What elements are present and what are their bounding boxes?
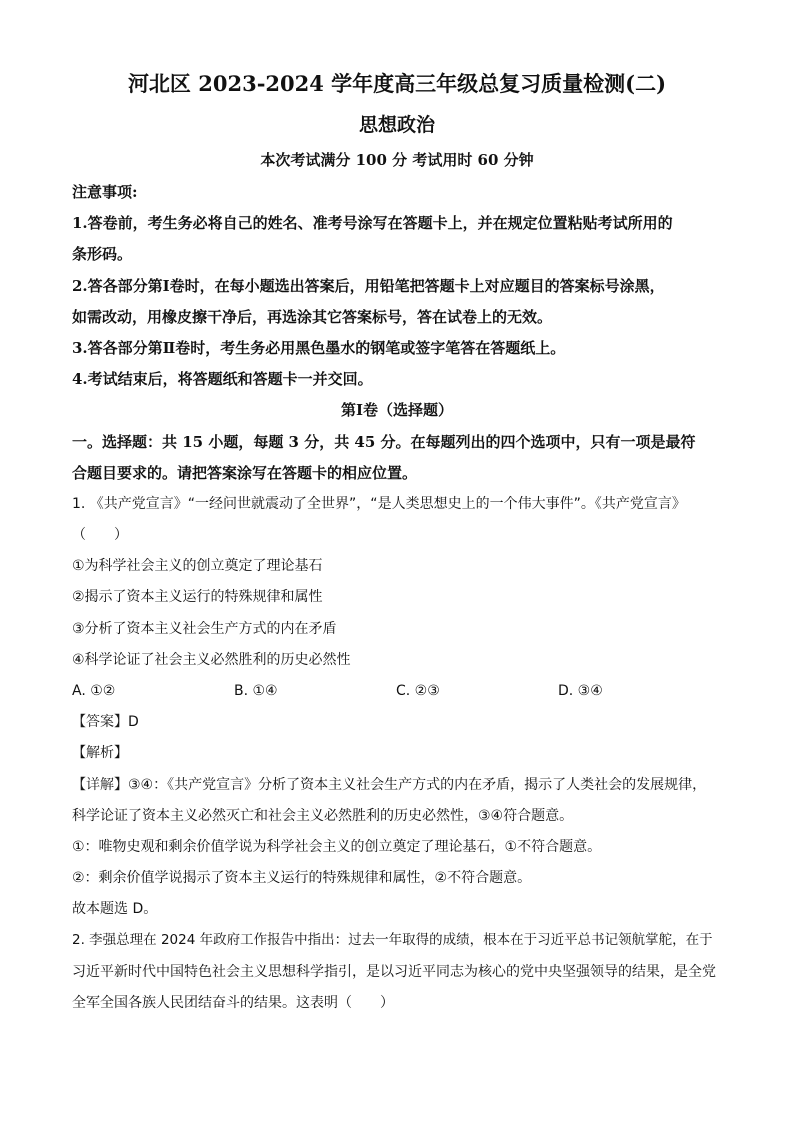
q2-stem-line-1: 2. 李强总理在 2024 年政府工作报告中指出：过去一年取得的成绩，根本在于习近平总书记领航掌舵，在于 — [72, 932, 713, 948]
note-2-line-1: 2.答各部分第Ⅰ卷时，在每小题选出答案后，用铅笔把答题卡上对应题目的答案标号涂黑， — [72, 277, 665, 295]
section-instructions-line-2: 合题目要求的。请把答案涂写在答题卡的相应位置。 — [72, 464, 418, 482]
q1-analysis-label: 【解析】 — [72, 745, 128, 761]
q1-detail-line-4: ②：剩余价值学说揭示了资本主义运行的特殊规律和属性，②不符合题意。 — [72, 870, 532, 886]
answer-label: 【答案】 — [72, 714, 128, 730]
notes-heading: 注意事项: — [72, 183, 138, 201]
q1-item-1: ①为科学社会主义的创立奠定了理论基石 — [72, 558, 323, 574]
q1-item-4: ④科学论证了社会主义必然胜利的历史必然性 — [72, 652, 351, 668]
q2-stem-line-3: 全军全国各族人民团结奋斗的结果。这表明（ ） — [72, 995, 394, 1011]
q1-item-2: ②揭示了资本主义运行的特殊规律和属性 — [72, 589, 323, 605]
answer-value: D — [128, 714, 139, 730]
section-instructions-line-1: 一。选择题：共 15 小题，每题 3 分，共 45 分。在每题列出的四个选项中，只有一项是最符 — [72, 433, 696, 451]
detail-text: ③④：《共产党宣言》分析了资本主义社会生产方式的内在矛盾，揭示了人类社会的发展规律， — [128, 777, 707, 793]
q1-item-3: ③分析了资本主义社会生产方式的内在矛盾 — [72, 621, 337, 637]
q1-stem-line-1: 1. 《共产党宣言》“一经问世就震动了全世界”，“是人类思想史上的一个伟大事件”。《共产党宣言》 — [72, 496, 686, 512]
section-heading: 第Ⅰ卷（选择题） — [340, 401, 454, 419]
note-3: 3.答各部分第Ⅱ卷时，考生务必用黑色墨水的钢笔或签字笔答在答题纸上。 — [72, 339, 566, 357]
exam-info: 本次考试满分 100 分 考试用时 60 分钟 — [260, 151, 534, 169]
q1-answer — [72, 712, 139, 732]
note-1-line-2: 条形码。 — [72, 245, 133, 263]
subject-title: 思想政治 — [358, 114, 435, 136]
q1-conclusion: 故本题选 D。 — [72, 901, 158, 917]
note-1-line-1: 1.答卷前，考生务必将自己的姓名、准考号涂写在答题卡上，并在规定位置粘贴考试所用的 — [72, 214, 673, 232]
q1-option-c: C. ②③ — [396, 683, 440, 699]
q1-detail-line-3: ①：唯物史观和剩余价值学说为科学社会主义的创立奠定了理论基石，①不符合题意。 — [72, 839, 602, 855]
detail-label: 【详解】 — [72, 777, 128, 793]
q1-option-a: A. ①② — [72, 683, 116, 699]
note-2-line-2: 如需改动，用橡皮擦干净后，再选涂其它答案标号，答在试卷上的无效。 — [72, 308, 553, 326]
note-4: 4.考试结束后，将答题纸和答题卡一并交回。 — [72, 370, 373, 388]
q1-stem-line-2: （ ） — [72, 527, 128, 543]
q2-stem-line-2: 习近平新时代中国特色社会主义思想科学指引，是以习近平同志为核心的党中央坚强领导的结果，是全党 — [72, 964, 716, 980]
q1-detail-line-2: 科学论证了资本主义必然灭亡和社会主义必然胜利的历史必然性，③④符合题意。 — [72, 808, 574, 824]
q1-option-b: B. ①④ — [234, 683, 278, 699]
exam-title: 河北区 2023-2024 学年度高三年级总复习质量检测(二) — [127, 71, 667, 96]
q1-option-d: D. ③④ — [558, 683, 603, 699]
q1-detail-line-1 — [72, 775, 706, 795]
